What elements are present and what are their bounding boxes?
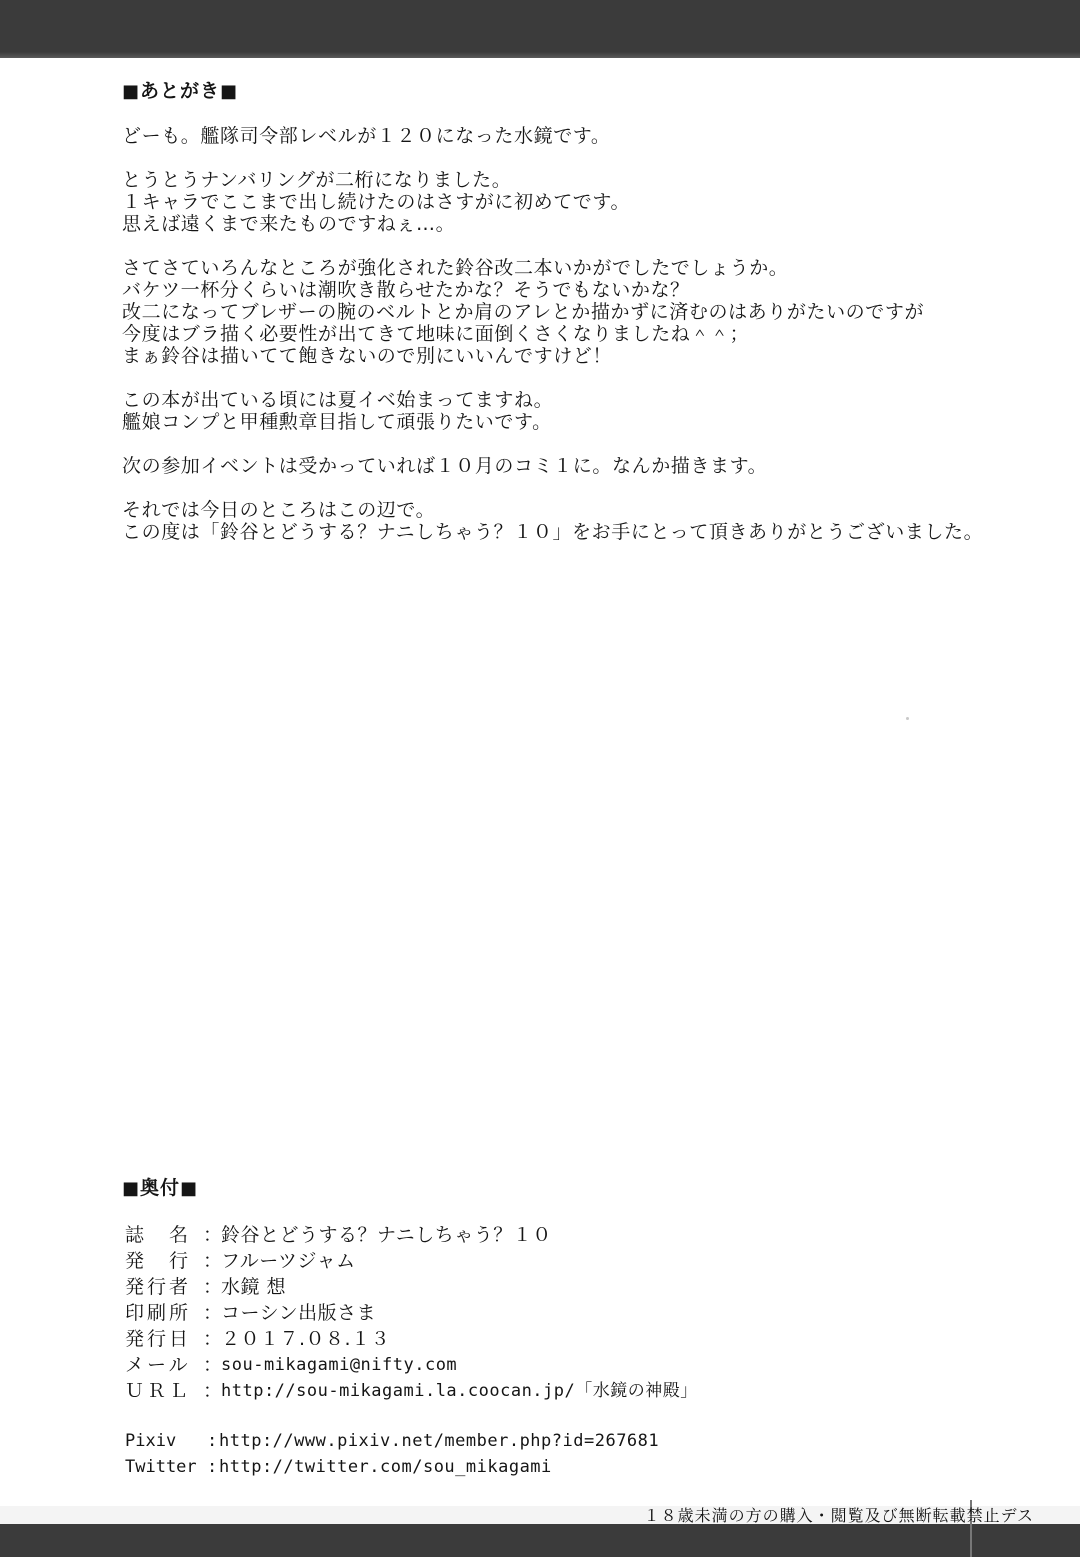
colophon-separator: ： (203, 1354, 223, 1376)
afterword-line: さてさていろんなところが強化された鈴谷改二本いかがでしたでしょうか。 (122, 257, 789, 279)
afterword-line: 艦娘コンプと甲種勲章目指して頑張りたいです。 (122, 411, 552, 433)
afterword-line: どーも。艦隊司令部レベルが１２０になった水鏡です。 (122, 125, 611, 147)
colophon-row-publisher (125, 1248, 925, 1274)
colophon-label: 発行者 (125, 1276, 192, 1298)
heading-square-left: ■ (122, 81, 141, 102)
afterword-line: １キャラでここまで出し続けたのはさすがに初めてです。 (122, 191, 631, 213)
social-separator: : (207, 1457, 218, 1477)
colophon-separator: ： (203, 1328, 223, 1350)
colophon-separator: ： (203, 1224, 223, 1246)
afterword-paragraph (122, 257, 1042, 367)
top-dark-band (0, 0, 1080, 58)
colophon-row-printer (125, 1300, 925, 1326)
afterword-line: とうとうナンバリングが二桁になりました。 (122, 169, 512, 191)
afterword-line: 思えば遠くまで来たものですねぇ…。 (122, 213, 456, 235)
colophon-label: ＵＲＬ (125, 1380, 192, 1402)
afterword-line: 今度はブラ描く必要性が出てきて地味に面倒くさくなりましたね＾＾； (122, 323, 750, 345)
colophon-value: 鈴谷とどうする？ナニしちゃう？１０ (221, 1224, 552, 1246)
social-label: Twitter (125, 1457, 197, 1477)
colophon-label: 発行日 (125, 1328, 192, 1350)
heading-square-left: ■ (122, 1178, 141, 1199)
colophon-label: 印刷所 (125, 1302, 192, 1324)
social-value: http://www.pixiv.net/member.php?id=267681 (219, 1431, 660, 1451)
age-restriction-notice: １８歳未満の方の購入・閲覧及び無断転載禁止デス (643, 1506, 1034, 1525)
afterword-paragraph (122, 169, 1042, 235)
colophon-separator: ： (203, 1250, 223, 1272)
heading-square-right: ■ (180, 1178, 199, 1199)
afterword-line: まぁ鈴谷は描いてて飽きないので別にいいんですけど！ (122, 345, 613, 367)
afterword-line: バケツ一杯分くらいは潮吹き散らせたかな？そうでもないかな？ (122, 279, 690, 301)
afterword-heading (122, 76, 238, 103)
afterword-line: 次の参加イベントは受かっていれば１０月のコミ１に。なんか描きます。 (122, 455, 768, 477)
paper-speck (906, 717, 909, 720)
afterword-line: 改二になってブレザーの腕のベルトとか肩のアレとか描かずに済むのはありがたいのですが (122, 301, 925, 323)
social-row-pixiv (125, 1428, 659, 1454)
colophon-label: 発 行 (125, 1250, 192, 1272)
colophon-separator: ： (203, 1302, 223, 1324)
colophon-row-date (125, 1326, 925, 1352)
social-value: http://twitter.com/sou_mikagami (219, 1457, 552, 1477)
social-separator: : (207, 1431, 218, 1451)
colophon-row-url (125, 1378, 925, 1404)
colophon-url-value: http://sou-mikagami.la.coocan.jp/「水鏡の神殿」 (221, 1381, 698, 1401)
colophon-label: 誌 名 (125, 1224, 192, 1246)
colophon-email-value: sou-mikagami@nifty.com (221, 1355, 458, 1375)
heading-square-right: ■ (220, 81, 239, 102)
afterword-body (122, 125, 1042, 565)
colophon-title: 奥付 (140, 1177, 181, 1199)
colophon-separator: ： (203, 1380, 223, 1402)
colophon-label: メール (125, 1354, 191, 1376)
social-row-twitter (125, 1454, 659, 1480)
social-label: Pixiv (125, 1431, 177, 1451)
afterword-title: あとがき (140, 80, 221, 102)
afterword-line: それでは今日のところはこの辺で。 (122, 499, 436, 521)
colophon-value: フルーツジャム (221, 1250, 356, 1272)
afterword-paragraph (122, 455, 1042, 477)
colophon-separator: ： (203, 1276, 223, 1298)
colophon-value: 水鏡 想 (221, 1276, 287, 1298)
colophon-table (125, 1222, 925, 1404)
colophon-row-issuer (125, 1274, 925, 1300)
social-links (125, 1428, 659, 1480)
afterword-line: この度は「鈴谷とどうする？ナニしちゃう？１０」をお手にとって頂きありがとうございました。 (122, 521, 984, 543)
afterword-paragraph (122, 389, 1042, 433)
colophon-value: コーシン出版さま (221, 1302, 377, 1324)
afterword-paragraph (122, 125, 1042, 147)
colophon-row-email (125, 1352, 925, 1378)
colophon-row-title (125, 1222, 925, 1248)
colophon-value: ２０１７.０８.１３ (221, 1328, 391, 1350)
colophon-heading (122, 1173, 198, 1200)
afterword-line: この本が出ている頃には夏イベ始まってますね。 (122, 389, 554, 411)
afterword-paragraph (122, 499, 1042, 543)
